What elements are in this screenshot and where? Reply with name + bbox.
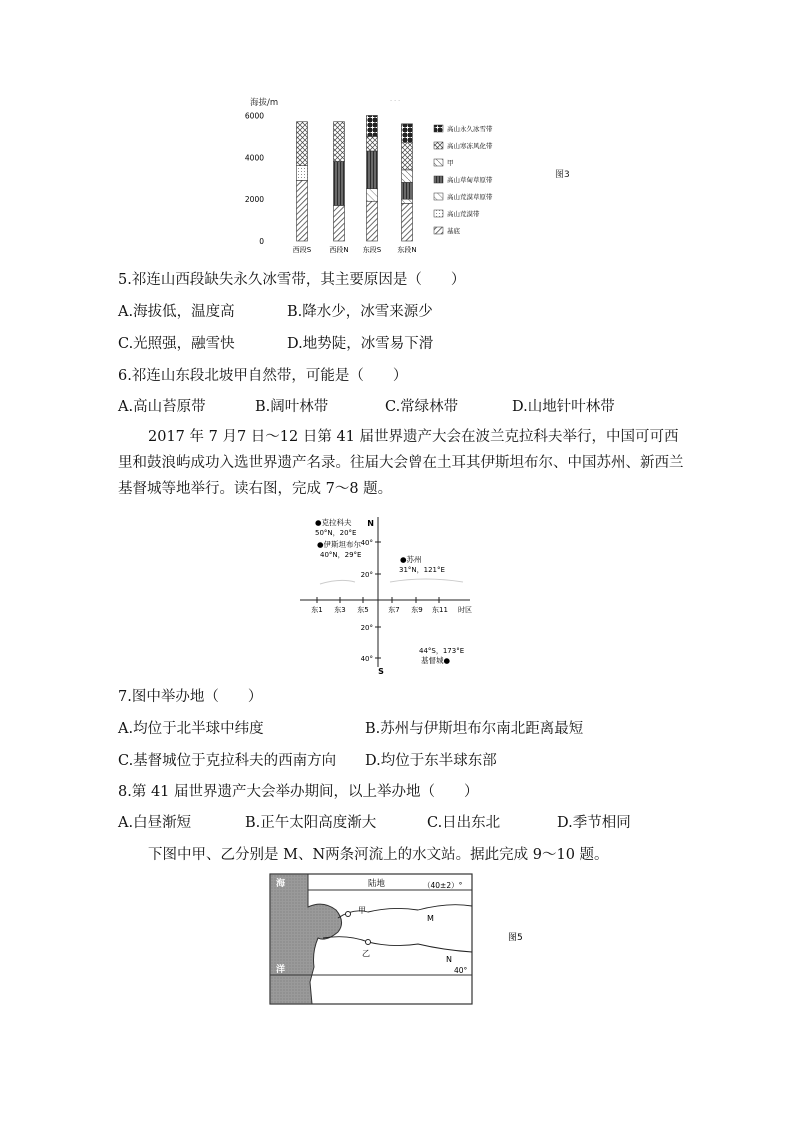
legend-swatch-alpine-meadow-steppe: [434, 176, 443, 183]
station-b-marker: [366, 940, 371, 945]
legend-swatch-alpine-desert-steppe: [434, 193, 443, 200]
q5-option-c[interactable]: C.光照强，融雪快: [118, 336, 235, 352]
zone-label-e7: 东7: [388, 606, 400, 614]
q8-option-a[interactable]: A.白昼渐短: [118, 815, 192, 831]
zone-label-e11: 东11: [432, 606, 448, 614]
q6-stem: 6.祁连山东段北坡甲自然带，可能是（ ）: [118, 368, 408, 384]
bar-alpine-frost-2: [334, 122, 345, 162]
q8-option-d[interactable]: D.季节相同: [557, 815, 631, 831]
bar-zone-jia-4: [402, 170, 413, 183]
figure5-label: 图5: [508, 933, 523, 943]
lat-label-bottom: 40°: [454, 966, 468, 975]
south-label: S: [378, 667, 384, 676]
christchurch-coord: 44°S，173°E: [419, 647, 465, 655]
faint-line-2: [390, 579, 463, 582]
bar-base-2: [334, 205, 345, 241]
legend-label-base: 基底: [447, 227, 460, 235]
q5-option-d[interactable]: D.地势陡，冰雪易下滑: [287, 336, 434, 352]
krakow-coord: 50°N，20°E: [315, 529, 357, 537]
bar-alpine-desert-steppe-4: [402, 199, 413, 203]
city-christchurch: 基督城●: [421, 656, 451, 665]
bar-base-1: [297, 180, 308, 241]
land-label: 陆地: [368, 879, 386, 889]
intro-9-10: 下图中甲、乙分别是 M、N两条河流上的水文站。据此完成 9～10 题。: [148, 847, 609, 863]
zone-label-e3: 东3: [334, 606, 346, 614]
city-suzhou: ●苏州: [400, 555, 422, 564]
x-category-label: 西段S: [292, 246, 312, 254]
y-tick-label: 0: [259, 237, 264, 246]
q7-option-b[interactable]: B.苏州与伊斯坦布尔南北距离最短: [365, 721, 584, 737]
bar-alpine-meadow-steppe-3: [367, 151, 378, 189]
bar-alpine-frost-4: [402, 143, 413, 170]
sea-label-bottom: 洋: [276, 965, 286, 975]
legend-label-alpine-meadow-steppe: 高山草甸草原带: [447, 176, 493, 184]
q6-option-d[interactable]: D.山地针叶林带: [512, 399, 615, 415]
bar-alpine-frost-3: [367, 136, 378, 151]
q8-option-b[interactable]: B.正午太阳高度渐大: [245, 815, 377, 831]
station-b-label: 乙: [362, 949, 370, 958]
q7-stem: 7.图中举办地（ ）: [118, 689, 263, 705]
bar-alpine-frost-1: [297, 122, 308, 166]
zone-axis-label: 时区: [458, 606, 472, 614]
faint-line: [320, 580, 355, 584]
q5-option-b[interactable]: B.降水少，冰雪来源少: [287, 304, 433, 320]
q8-option-c[interactable]: C.日出东北: [427, 815, 501, 831]
bar-alpine-meadow-steppe-2: [334, 161, 345, 205]
timezone-map: [295, 512, 505, 677]
q7-option-c[interactable]: C.基督城位于克拉科夫的西南方向: [118, 753, 337, 769]
zone-label-e9: 东9: [411, 606, 423, 614]
legend-swatch-alpine-ice: [434, 125, 443, 132]
north-label: N: [367, 519, 374, 528]
y-tick-label: 6000: [244, 111, 264, 121]
q6-option-b[interactable]: B.阔叶林带: [255, 399, 329, 415]
legend-label-alpine-ice: 高山永久冰雪带: [447, 125, 493, 133]
q5-option-a[interactable]: A.海拔低，温度高: [118, 304, 235, 320]
x-category-label: 东段S: [362, 246, 382, 254]
x-category-label: 东段N: [397, 246, 417, 254]
x-category-label: 西段N: [329, 246, 349, 254]
intro-7-8: 2017 年 7 月7 日～12 日第 41 届世界遗产大会在波兰克拉科夫举行，中国可可西里和鼓浪屿成功入选世界遗产名录。往届大会曾在土耳其伊斯坦布尔、中国苏州、新西兰基督城等地举行。读右图，完成 7～8 题。: [118, 429, 684, 497]
q6-option-c[interactable]: C.常绿林带: [385, 399, 459, 415]
q8-stem: 8.第 41 届世界遗产大会举办期间，以上举办地（ ）: [118, 784, 479, 800]
bar-alpine-meadow-steppe-4: [402, 182, 413, 199]
station-a-marker: [346, 912, 351, 917]
q5-stem: 5.祁连山西段缺失永久冰雪带，其主要原因是（ ）: [118, 272, 466, 288]
river-m-label: M: [427, 914, 434, 923]
legend-swatch-zone-jia: [434, 159, 443, 166]
lat-20s: 20°: [360, 624, 373, 632]
figure5-map: [268, 872, 538, 1007]
y-tick-label: 2000: [244, 195, 264, 205]
zone-label-e5: 东5: [357, 606, 369, 614]
istanbul-coord: 40°N，29°E: [320, 551, 362, 559]
bar-alpine-desert-1: [297, 166, 308, 181]
bar-base-3: [367, 201, 378, 241]
y-axis-label: 海拔/m: [250, 98, 279, 108]
sea-label-top: 海: [276, 879, 286, 889]
legend-label-alpine-desert-steppe: 高山荒漠草原带: [447, 193, 493, 201]
legend-label-alpine-frost: 高山寒冻风化带: [447, 142, 493, 150]
legend-swatch-base: [434, 227, 443, 234]
fig3-dash-artifact: - - -: [390, 97, 401, 104]
zone-label-e1: 东1: [311, 606, 323, 614]
legend-swatch-alpine-desert: [434, 210, 443, 217]
figure3-chart: [240, 95, 580, 255]
river-n-label: N: [446, 955, 452, 964]
legend-swatch-alpine-frost: [434, 142, 443, 149]
legend-label-alpine-desert: 高山荒漠带: [447, 210, 480, 218]
station-a-label: 甲: [358, 906, 366, 915]
suzhou-coord: 31°N，121°E: [399, 566, 445, 574]
city-istanbul: ●伊斯坦布尔: [317, 540, 362, 549]
q7-option-a[interactable]: A.均位于北半球中纬度: [118, 721, 264, 737]
lat-20n: 20°: [360, 571, 373, 579]
lat-label-top: （40±2）°: [423, 881, 463, 890]
bar-alpine-ice-3: [367, 115, 378, 136]
bar-alpine-ice-4: [402, 124, 413, 143]
q7-option-d[interactable]: D.均位于东半球东部: [365, 753, 497, 769]
lat-40s: 40°: [360, 655, 373, 663]
lat-40n: 40°: [360, 539, 373, 547]
legend-label-zone-jia: 甲: [447, 159, 454, 167]
bar-alpine-desert-steppe-3: [367, 189, 378, 202]
bar-base-4: [402, 203, 413, 241]
city-krakow: ●克拉科夫: [315, 518, 352, 527]
q6-option-a[interactable]: A.高山苔原带: [118, 399, 206, 415]
y-tick-label: 4000: [244, 153, 264, 163]
figure3-label: 图3: [555, 170, 570, 180]
